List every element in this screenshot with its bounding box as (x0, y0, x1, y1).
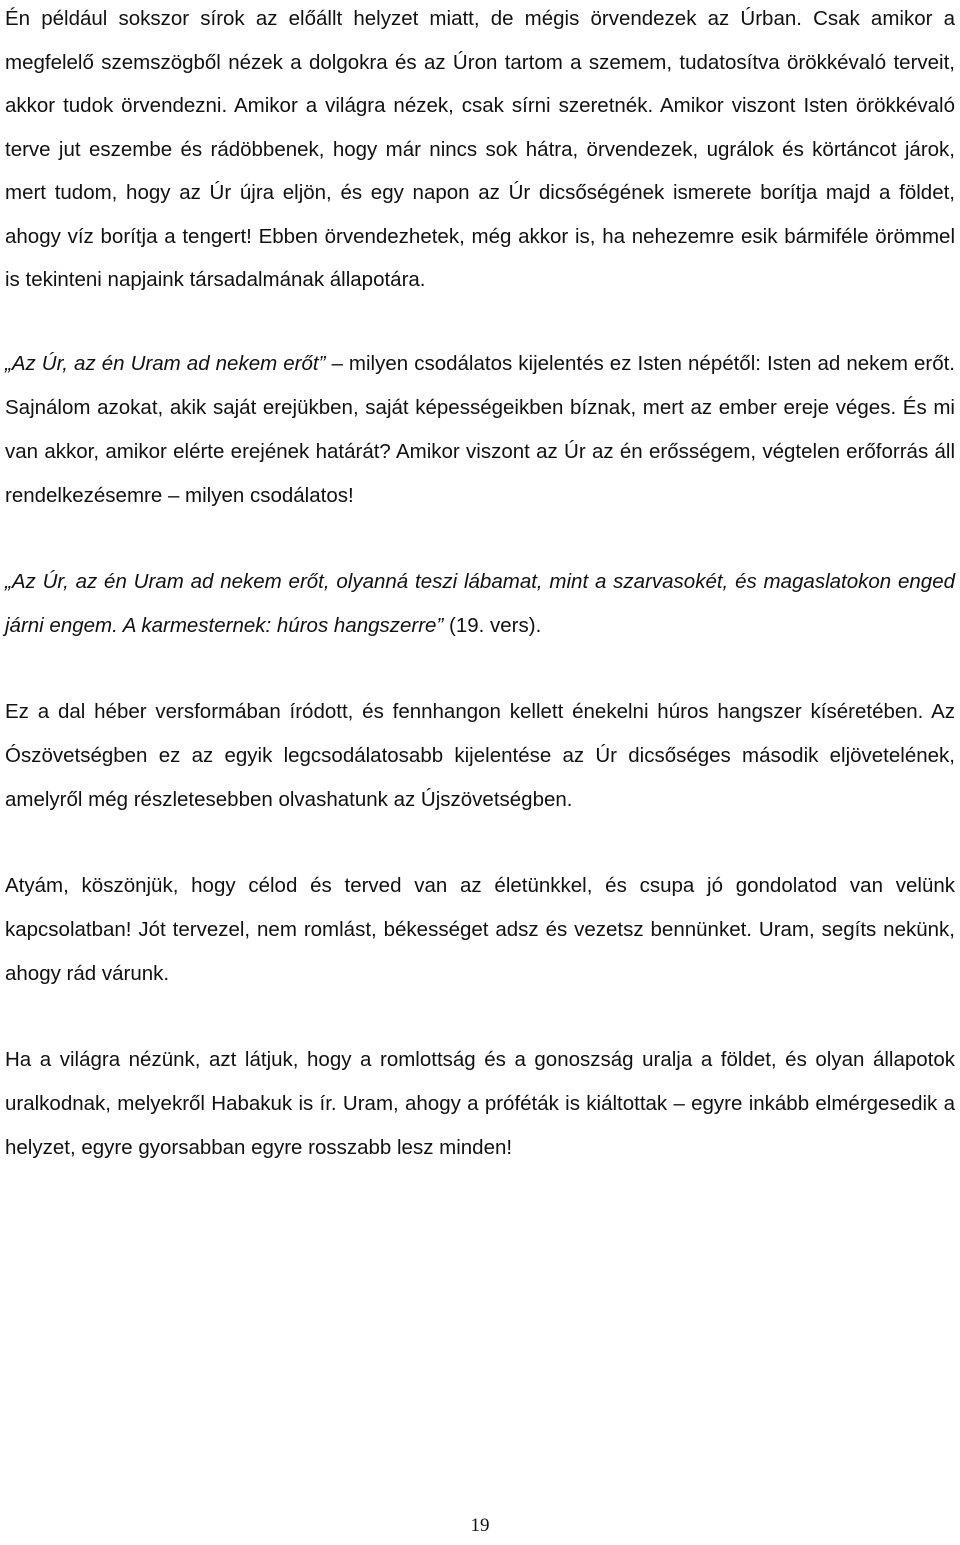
paragraph-1 (5, 0, 955, 302)
paragraph-2-quote: „Az Úr, az én Uram ad nekem erőt” (5, 351, 326, 375)
page-number: 19 (470, 1515, 490, 1536)
paragraph-3 (5, 560, 955, 648)
paragraph-5-text: Atyám, köszönjük, hogy célod és terved van az életünkkel, és csupa jó gondolatod van velünk kapcsolatban! Jót tervezel, nem romlást, békességet adsz és vezetsz bennünket. Uram, segíts nekünk, ahogy rád várunk. (5, 873, 955, 985)
paragraph-3-text: (19. vers). (443, 613, 542, 637)
paragraph-6 (5, 1038, 955, 1170)
paragraph-2 (5, 342, 955, 518)
paragraph-5 (5, 864, 955, 996)
paragraph-4 (5, 690, 955, 822)
document-page (5, 0, 955, 1170)
paragraph-4-text: Ez a dal héber versformában íródott, és fennhangon kellett énekelni húros hangszer kíséretében. Az Ószövetségben ez az egyik legcsodálatosabb kijelentése az Úr dicsőséges második eljövetelének, amelyről még részletesebben olvashatunk az Újszövetségben. (5, 699, 955, 811)
paragraph-3-quote: „Az Úr, az én Uram ad nekem erőt, olyanná teszi lábamat, mint a szarvasokét, és magaslatokon enged járni engem. A karmesternek: húros hangszerre” (5, 569, 955, 637)
paragraph-2-text: – milyen csodálatos kijelentés ez Isten népétől: Isten ad nekem erőt. Sajnálom azokat, akik saját erejükben, saját képességeikben bíznak, mert az ember ereje véges. És mi van akkor, amikor elérte erejének határát? Amikor viszont az Úr az én erősségem, végtelen erőforrás áll rendelkezésemre – milyen csodálatos! (5, 351, 955, 507)
paragraph-1-text: Én például sokszor sírok az előállt helyzet miatt, de mégis örvendezek az Úrban. Csak amikor a megfelelő szemszögből nézek a dolgokra és az Úron tartom a szemem, tudatosítva örökkévaló terveit, akkor tudok örvendezni. Amikor a világra nézek, csak sírni szeretnék. Amikor viszont Isten örökkévaló terve jut eszembe és rádöbbenek, hogy már nincs sok hátra, örvendezek, ugrálok és körtáncot járok, mert tudom, hogy az Úr újra eljön, és egy napon az Úr dicsőségének ismerete borítja majd a földet, ahogy víz borítja a tengert! Ebben örvendezhetek, még akkor is, ha nehezemre esik bármiféle örömmel is tekinteni napjaink társadalmának állapotára. (5, 7, 955, 291)
paragraph-6-text: Ha a világra nézünk, azt látjuk, hogy a romlottság és a gonoszság uralja a földet, és olyan állapotok uralkodnak, melyekről Habakuk is ír. Uram, ahogy a próféták is kiáltottak – egyre inkább elmérgesedik a helyzet, egyre gyorsabban egyre rosszabb lesz minden! (5, 1047, 955, 1159)
